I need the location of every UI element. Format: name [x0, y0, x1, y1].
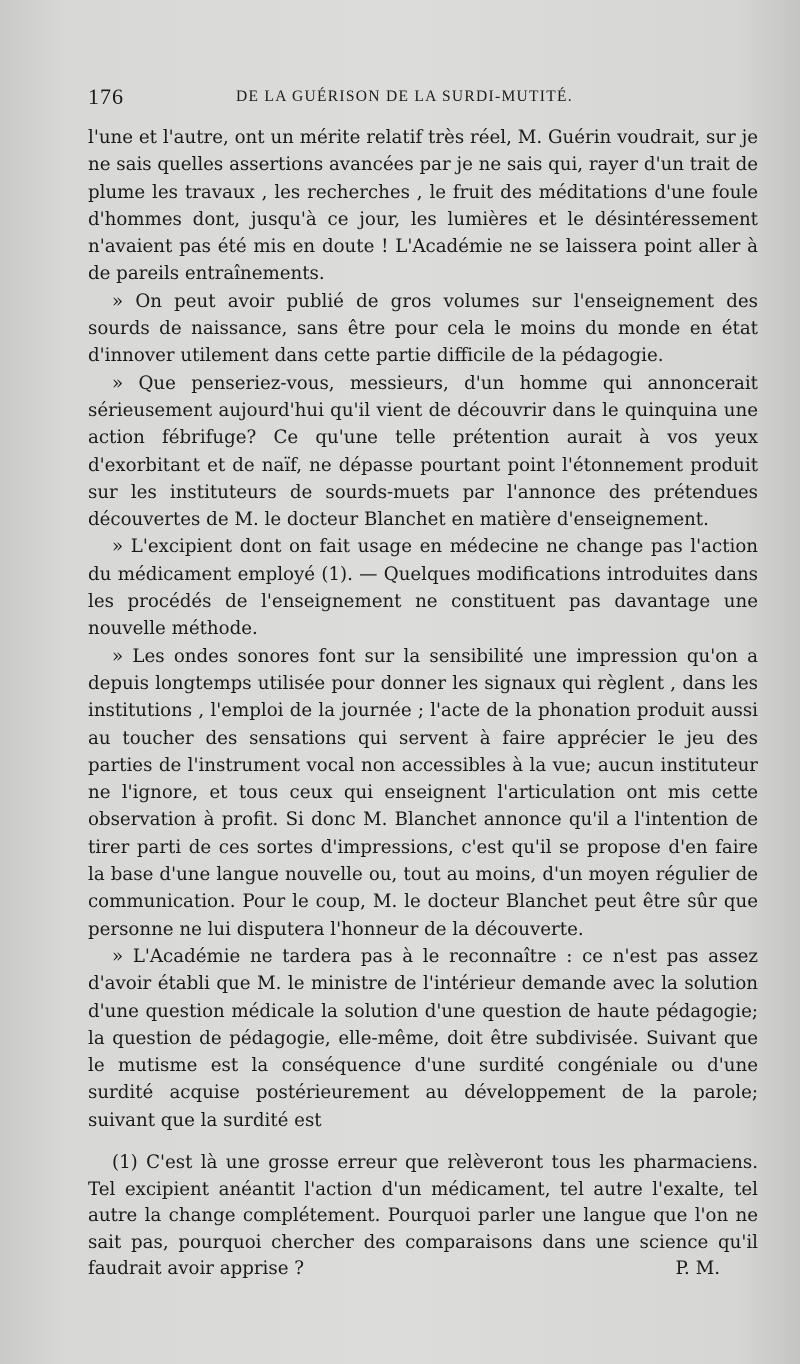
paragraph: » On peut avoir publié de gros volumes sur l'enseignement des sourds de naissance, sans être pour cela le moins du monde en état d'innover utilement dans cette partie difficile de la pédagogie.: [88, 290, 758, 367]
footnote-signature: P. M.: [675, 1258, 720, 1279]
paragraph-continuation: l'une et l'autre, ont un mérite relatif très réel, M. Guérin voudrait, sur je ne sais quelles assertions avancées par je ne sais qui, rayer d'un trait de plume les travaux , les recherches , le fruit des méditations d'une foule d'hommes dont, jusqu'à ce jour, les lumières et le désintéressement n'avaient pas été mis en doute ! L'Académie ne se laissera point aller à de pareils entraînements.: [88, 127, 758, 285]
paragraph: » L'Académie ne tardera pas à le reconnaître : ce n'est pas assez d'avoir établi que M. le ministre de l'intérieur demande avec la solution d'une question médicale la solution d'une question de haute pédagogie; la question de pédagogie, elle-même, doit être subdivisée. Suivant que le mutisme est la conséquence d'une surdité congéniale ou d'une surdité acquise postérieurement au développement de la parole; suivant que la surdité est: [88, 945, 758, 1131]
paragraph: » Que penseriez-vous, messieurs, d'un homme qui annoncerait sérieusement aujourd'hui qu'il vient de découvrir dans le quinquina une action fébrifuge? Ce qu'une telle prétention aurait à vos yeux d'exorbitant et de naïf, ne dépasse pourtant point l'étonnement produit sur les instituteurs de sourds-muets par l'annonce des prétendues découvertes de M. le docteur Blanchet en matière d'enseignement.: [88, 372, 758, 531]
paragraph: » L'excipient dont on fait usage en médecine ne change pas l'action du médicament employé (1). — Quelques modifications introduites dans les procédés de l'enseignement ne constituent pas davantage une nouvelle méthode.: [88, 536, 758, 640]
paragraph: » Les ondes sonores font sur la sensibilité une impression qu'on a depuis longtemps utilisée pour donner les signaux qui règlent , dans les institutions , l'emploi de la journée ; l'acte de la phonation produit aussi au toucher des sensations qui servent à faire apprécier le jeu des parties de l'instrument vocal non accessibles à la vue; aucun instituteur ne l'ignore, et tous ceux qui enseignent l'articulation ont mis cette observation à profit. Si donc M. Blanchet annonce qu'il a l'intention de tirer parti de ces sortes d'impressions, c'est qu'il se propose d'en faire la base d'une langue nouvelle ou, tout au moins, d'un moyen régulier de communication. Pour le coup, M. le docteur Blanchet peut être sûr que personne ne lui disputera l'honneur de la découverte.: [88, 645, 758, 940]
footnote: [88, 1150, 758, 1283]
body-text: [88, 124, 758, 1134]
page-number: 176: [88, 84, 124, 109]
running-title: DE LA GUÉRISON DE LA SURDI-MUTITÉ.: [236, 88, 573, 105]
page-header: [88, 84, 760, 118]
footnote-text: (1) C'est là une grosse erreur que relèveront tous les pharmaciens. Tel excipient anéantit l'action d'un médicament, tel autre l'exalte, tel autre la change complétement. Pourquoi parler une langue que l'on ne sait pas, pourquoi chercher des comparaisons dans une science qu'il faudrait avoir apprise ?: [88, 1152, 758, 1279]
